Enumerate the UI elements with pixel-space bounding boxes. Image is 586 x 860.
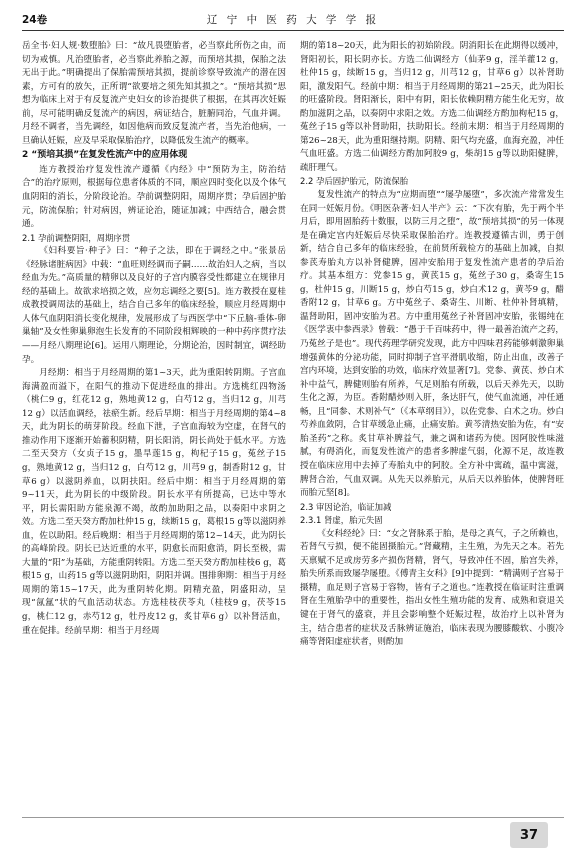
page-header bbox=[22, 8, 564, 31]
paragraph: 岳全书·妇人规·数堕胎》曰：“故凡畏堕胎者，必当察此所伤之由，而切为戒慎。凡治堕胎者，必当察此养胎之源，而预培其损，保胎之法无出于此。”明确提出了保胎需预培其损，提前诊察导致流产的潜在因素，方可有的放矢，正所谓“欲要培之须先知其损之”。“预培其损”思想为临床上对于有反复流产史妇女的诊治提供了根据，在其再次妊娠前，尽可能明确反复流产的病因，病证结合，脏腑同治，气血并调。月经不调者，当先调经，如因他病而致反复流产者，当先治他病，一旦确认妊娠，应及早采取保胎治疗，以降低发生流产的概率。 bbox=[22, 41, 286, 146]
paragraph: 《妇科要旨·种子》曰：“种子之法，即在于调经之中。”张景岳《经脉诸脏病因》中载：“血旺则经调而子嗣……故治妇人之病，当以经血为先。”高质量的精卵以及良好的子宫内膜容受性都建立在规律月经的基础上。故欲求培损之效，应勿忘调经之要[5]。连方教授在夏桂成教授调周法的基础上，结合自己多年的临床经验，顺应月经周期中人体气血阴阳消长变化规律，发展形成了与西医学中“下丘脑-垂体-卵巢轴”及女性卵巢卵泡生长发育的不同阶段相辉映的一种中药序贯疗法——月经八期理论[6]。运用八期理论，分期论治，因时制宜，调经助孕。 bbox=[22, 246, 286, 365]
subsection-heading: 2.3 审因论治，临证加减 bbox=[300, 501, 392, 512]
footer-divider bbox=[22, 817, 564, 818]
volume-number: 24卷 bbox=[22, 14, 48, 26]
paragraph: 复发性流产的特点为“应期而堕”“屡孕屡堕”，多次流产常常发生在同一妊娠月份。《明医杂著·妇人半产》云：“下次有胎，先于两个半月后，即用固胎药十数服，以防三月之堕”，故“预培其损”的另一体现是在确定宫内妊娠后尽快采取保胎治疗。连教授遵循古训，勇于创新，结合自己多年的临床经验，在前贤所载检方的基础上加减，自拟参芪寿胎丸方以补肾健脾，固冲安胎用于复发性流产患者的孕后治疗。其基本组方：党参15 g，黄芪15 g，菟丝子30 g，桑寄生15 g，杜仲15 g，川断15 g，炒白芍15 g，炒白术12 g，黄芩9 g，醋香附12 g，甘草6 g。方中菟丝子、桑寄生、川断、杜仲补肾填精，温肾助阳，固冲安胎为君。方中重用菟丝子补肾固冲安胎，张锡纯在《医学衷中参西录》曾载：“愚于千百味药中，得一最善治流产之药，乃菟丝子是也”。现代药理学研究发现，此方中四味君药能够刺激卵巢增强黄体的分泌功能，同时抑制子宫平滑肌收缩，防止出血，改善子宫内环境，达到安胎的功效，临床疗效显著[7]。党参、黄芪、炒白术补中益气，脾健则胎有所养，气足则胎有所载，以后天养先天，以助生化之源，为臣。香附醋炒则入肝，条达肝气，使气血流通，冲任通畅，且“同参、术则补气”（《本草纲目》），以佐党参、白术之功。炒白芍养血敛阴，合甘草缓急止痛，止痛安胎。黄芩清热安胎为佐，有“安胎圣药”之称。炙甘草补脾益气，兼之调和诸药为使。因阿胶性味滋腻，有碍消化，而复发性流产的患者多脾虚气弱，化源不足，故连教授在临床应用中去掉了寿胎丸中的阿胶。全方补中寓疏，温中寓滋，脾肾合治，气血双调。从先天以养胎元，从后天以养胎体，使脾肾旺而胎元坚[8]。 bbox=[300, 190, 564, 499]
paragraph: 月经期：相当于月经周期的第1~3天，此为重阳转阴期。子宫血海满盈而溢下，在阳气的推动下促进经血的排出。方选桃红四物汤（桃仁9 g，红花12 g，熟地黄12 g，白芍12 g，当归12 g，川芎12 g）以活血调经，祛瘀生新。经后早期：相当于月经周期的第4~8天，此为阴长的萌芽阶段。经血下泄，子宫血海较为空虚，在肾气的推动作用下逐渐开始蓄积阴精，阴长阳消，阴长尚处于低水平。方选二至天癸方（女贞子15 g，墨旱莲15 g，枸杞子15 g，菟丝子15 g，熟地黄12 g，当归12 g，白芍12 g，川芎9 g，制香附12 g，甘草6 g）以滋阴养血，以阴扶阳。经后中期：相当于月经周期的第9~11天，此为阴长的中级阶段。阴长水平有所提高，已达中等水平，阴长需阳助方能泉源不竭，故酌加助阳之品，以奏阳中求阴之效。方选二至天癸方酌加杜仲15 g，续断15 g，葛根15 g等以滋阴养血，佐以助阳。经后晚期：相当于月经周期的第12~14天，此为阴长的高峰阶段。阴长已达近重的水平，阴愈长而阳愈消，阴长至极，需大量的“阳”为基础，方能重阴转阳。方选二至天癸方酌加桂枝6 g，葛根15 g，山药15 g等以滋阴助阳，阴阳并调。围排卵期：相当于月经周期的第15~17天，此为重阴转化期。阴精充盈，阴盛阳动，呈现“氤氲”状的气血活动状态。方选桂枝茯苓丸（桂枝9 g，茯苓15 g，桃仁12 g，赤芍12 g，牡丹皮12 g，炙甘草6 g）以补肾活血，重在促排。经前早期：相当于月经周 bbox=[22, 368, 286, 636]
subsection-heading: 2.2 孕后固护胎元，防流保胎 bbox=[300, 176, 409, 187]
paragraph: 连方教授治疗复发性流产遵循《内经》中“预防为主，防治结合”的治疗原则，根据每位患者体质的不同，顺应四时变化以及个体气血阴阳的消长，分阶段论治。孕前调整阴阳，周期序贯；孕后固护胎元，防流保胎；针对病因，辨证论治，随证加减；中西结合，融会贯通。 bbox=[22, 164, 286, 230]
journal-title: 辽 宁 中 医 药 大 学 学 报 bbox=[206, 14, 380, 26]
left-column bbox=[22, 40, 286, 822]
right-column bbox=[300, 40, 564, 822]
paragraph: 《女科经纶》曰：“女之肾脉系于胎，是母之真气，子之所赖也，若肾气亏损，便不能固摄胎元。”肾藏精，主生殖，为先天之本。若先天禀赋不足或房劳多产损伤肾精，肾气，导致冲任不固，胎宫失养，胎失所系而致屡孕屡堕。《傅青主女科》[9]中提到：“精满则子宫易于摄精，血足则子宫易于容物，皆有子之道也。”连教授在临证时注重调肾在生殖胎孕中的重要性，指出女性生殖功能的发育、成熟和衰退关键在于肾气的盛衰，并且会影响整个妊娠过程，故治疗上以补肾为主，结合患者的症状及舌脉辨证施治，临床表现为腰膝酸软、小腹冷痛等肾阳虚症状者，则酌加 bbox=[300, 528, 564, 648]
subsection-heading: 2.1 孕前调整阴阳，周期序贯 bbox=[22, 232, 131, 243]
page-number: 37 bbox=[510, 822, 548, 848]
section-heading: 2 “预培其损”在复发性流产中的应用体现 bbox=[22, 150, 188, 161]
subsection-heading: 2.3.1 肾虚，胎元失固 bbox=[300, 515, 383, 526]
paragraph: 期的第18~20天，此为阳长的初始阶段。阴消阳长在此期得以缓冲，肾阳初长，阳长阴亦长。方选二仙调经方（仙茅9 g，淫羊藿12 g，杜仲15 g，续断15 g，当归12 g，川芎12 g，甘草6 g）以补肾助阳，激发阳气。经前中期：相当于月经周期的第21~25天，此为阳长的旺盛阶段。肾阳渐长，阳中有阴，阳长依赖阴精方能生化无穷，故酌加滋阴之品，以奏阴中求阳之效。方选二仙调经方酌加枸杞15 g，菟丝子15 g等以补肾助阳，扶助阳长。经前末期：相当于月经周期的第26~28天，此为重阳继持期。阴精、阳气均充盛，血海充盈，冲任气血旺盛。方选二仙调经方酌加阿胶9 g，柴胡15 g等以助阳健脾，疏肝理气。 bbox=[300, 41, 564, 173]
